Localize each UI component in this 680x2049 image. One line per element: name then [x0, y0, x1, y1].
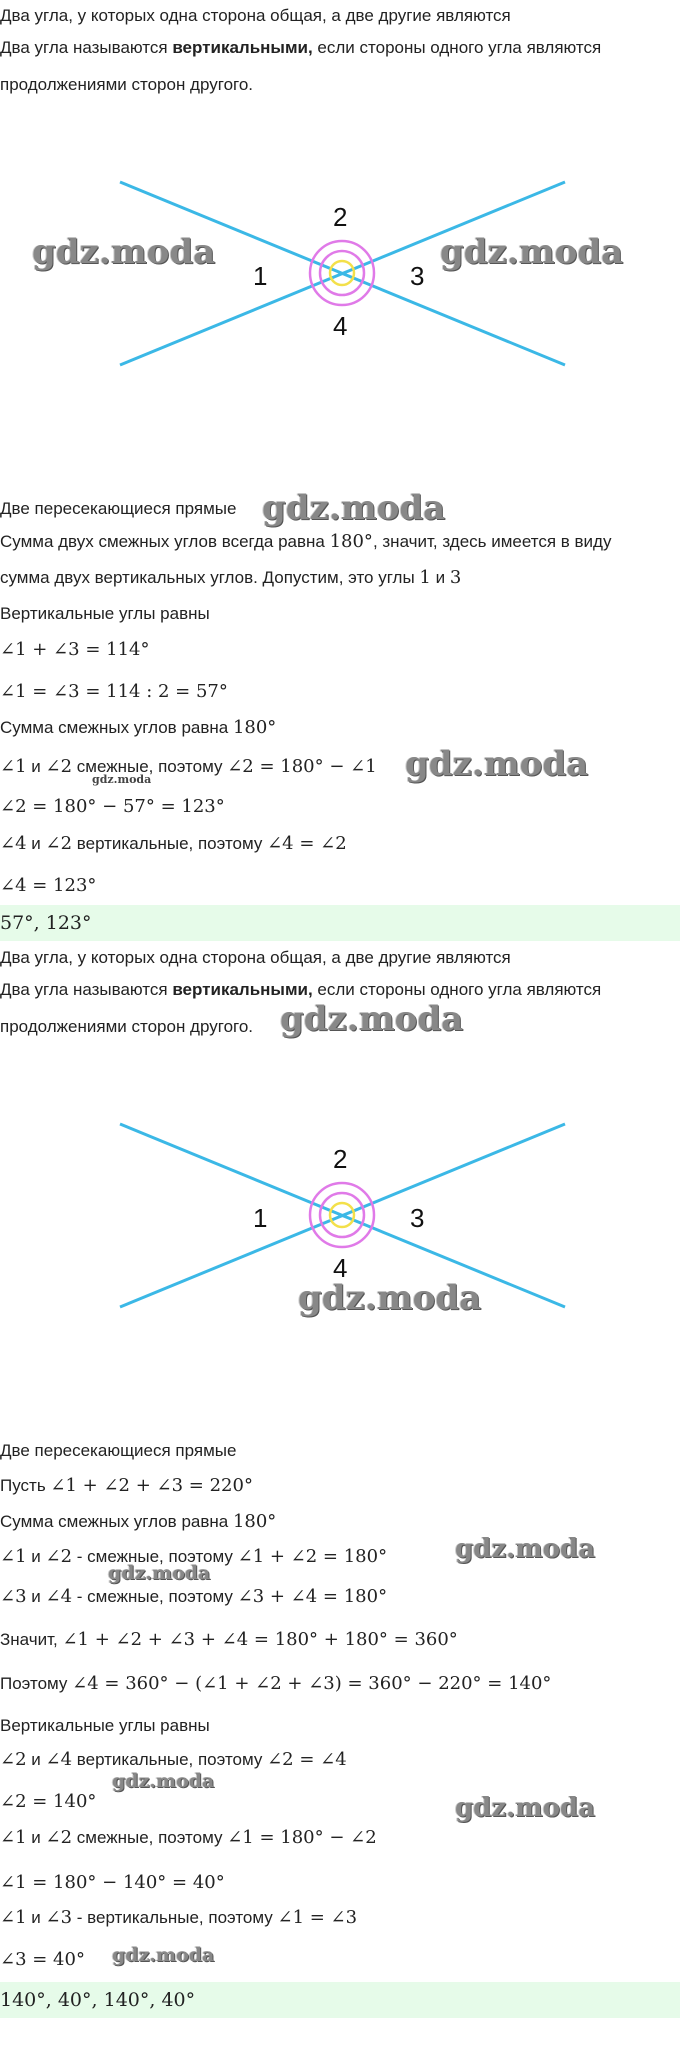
math: ∠2 = ∠4 [267, 1749, 347, 1770]
equation: ∠1 = ∠3 = 114 : 2 = 57° [0, 681, 228, 702]
text: Пусть [0, 1476, 51, 1495]
solution-line [0, 1748, 347, 1772]
equation: ∠4 = 123° [0, 875, 97, 896]
math: ∠1 [0, 1907, 27, 1928]
intro-text: Два угла, у которых одна сторона общая, а две другие являются [0, 6, 511, 25]
solution-line [0, 1826, 377, 1850]
text: вертикальные, поэтому [72, 834, 268, 853]
definition-term: вертикальными, [172, 980, 313, 999]
angle-label-3: 3 [410, 261, 425, 291]
equation: ∠2 = 180° − 57° = 123° [0, 796, 225, 817]
answer-value: 57°, 123° [0, 912, 92, 934]
watermark: gdz.moda [92, 773, 152, 786]
text: Сумма смежных углов равна [0, 1512, 233, 1531]
intro-text: Два угла, у которых одна сторона общая, а две другие являются [0, 948, 511, 967]
math: ∠3 + ∠4 = 180° [237, 1586, 388, 1607]
watermark: gdz.moda [405, 744, 589, 784]
text: сумма двух вертикальных углов. Допустим, это углы [0, 568, 420, 587]
math: ∠1 = ∠3 [277, 1907, 358, 1928]
angle-label-4: 4 [333, 311, 348, 341]
solution-line [0, 566, 461, 590]
watermark: gdz.moda [298, 1278, 482, 1318]
math: ∠4 = 360° − (∠1 + ∠2 + ∠3) = 360° − 220° = 140° [72, 1673, 552, 1694]
solution-line [0, 716, 276, 740]
solution-line [0, 832, 347, 856]
watermark: gdz.moda [262, 488, 446, 528]
math: 180° [232, 1511, 277, 1532]
equation: ∠1 = 180° − 140° = 40° [0, 1872, 225, 1893]
text: - смежные, поэтому [72, 1587, 238, 1606]
math: ∠4 [0, 833, 27, 854]
math: ∠1 + ∠2 + ∠3 + ∠4 = 180° + 180° = 360° [62, 1629, 458, 1650]
answer-box [0, 1982, 680, 2018]
watermark: gdz.moda [440, 232, 624, 272]
answer-box [0, 905, 680, 941]
math: ∠2 [45, 1827, 73, 1848]
solution-line [0, 755, 377, 779]
text: смежные, поэтому [72, 757, 228, 776]
solution-line [0, 1474, 253, 1498]
solution-line [0, 1906, 357, 1930]
angle-label-3: 3 [410, 1203, 425, 1233]
text: Поэтому [0, 1674, 73, 1693]
text: - смежные, поэтому [72, 1547, 238, 1566]
angle-label-4: 4 [333, 1253, 348, 1283]
definition-text [0, 36, 601, 60]
definition-term: вертикальными, [172, 38, 313, 57]
solution-line [0, 1628, 458, 1652]
text: и [26, 1908, 46, 1927]
math: ∠1 + ∠2 = 180° [237, 1546, 388, 1567]
text: Сумма двух смежных углов всегда равна [0, 532, 330, 551]
math: ∠2 = 180° − ∠1 [227, 756, 377, 777]
watermark: gdz.moda [280, 999, 464, 1039]
math: ∠3 [0, 1586, 27, 1607]
text: и [26, 757, 46, 776]
watermark: gdz.moda [32, 232, 216, 272]
text: и [26, 1587, 46, 1606]
solution-line: Две пересекающиеся прямые [0, 1441, 237, 1460]
text: Сумма смежных углов равна [0, 718, 233, 737]
math: ∠4 = ∠2 [267, 833, 347, 854]
text: и [26, 1547, 46, 1566]
math: ∠2 [45, 833, 73, 854]
solution-line [0, 1585, 387, 1609]
math: ∠2 [0, 1749, 27, 1770]
text: и [26, 1828, 46, 1847]
definition-after: если стороны одного угла являются [312, 38, 602, 57]
equation: ∠3 = 40° [0, 1949, 85, 1970]
solution-line: Вертикальные углы равны [0, 604, 210, 623]
text: смежные, поэтому [72, 1828, 228, 1847]
definition-after: если стороны одного угла являются [312, 980, 602, 999]
equation: ∠2 = 140° [0, 1791, 97, 1812]
solution-line: Вертикальные углы равны [0, 1716, 210, 1735]
watermark: gdz.moda [455, 1534, 596, 1564]
angle-label-1: 1 [253, 1203, 268, 1233]
math: ∠1 [0, 756, 27, 777]
equation: ∠1 + ∠3 = 114° [0, 639, 150, 660]
angle-label-1: 1 [253, 261, 268, 291]
definition-before: Два угла называются [0, 980, 173, 999]
text: и [26, 1750, 46, 1769]
math: ∠3 [45, 1907, 73, 1928]
math: ∠4 [45, 1586, 73, 1607]
solution-line [0, 1510, 276, 1534]
math: 1 [419, 567, 431, 588]
math: 180° [329, 531, 373, 552]
solution-line: Две пересекающиеся прямые [0, 499, 237, 518]
text: и [430, 568, 450, 587]
math: 3 [449, 567, 462, 588]
math: ∠1 [0, 1827, 27, 1848]
angle-label-2: 2 [333, 202, 348, 232]
text: Значит, [0, 1630, 63, 1649]
math: ∠2 [45, 1546, 73, 1567]
math: ∠2 [45, 756, 73, 777]
solution-line [0, 1672, 551, 1696]
definition-continuation: продолжениями сторон другого. [0, 1017, 254, 1036]
math: ∠4 [45, 1749, 73, 1770]
text: вертикальные, поэтому [72, 1750, 268, 1769]
definition-continuation: продолжениями сторон другого. [0, 75, 254, 94]
math: 180° [232, 717, 277, 738]
watermark: gdz.moda [112, 1944, 215, 1966]
definition-before: Два угла называются [0, 38, 173, 57]
math: ∠1 = 180° − ∠2 [227, 1827, 377, 1848]
text: , значит, здесь имеется в виду [372, 532, 612, 551]
text: и [26, 834, 46, 853]
math: ∠1 [0, 1546, 27, 1567]
watermark: gdz.moda [108, 1562, 211, 1584]
answer-value: 140°, 40°, 140°, 40° [0, 1989, 196, 2011]
watermark: gdz.moda [455, 1793, 596, 1823]
math: ∠1 + ∠2 + ∠3 = 220° [50, 1475, 253, 1496]
watermark: gdz.moda [112, 1770, 215, 1792]
angle-label-2: 2 [333, 1144, 348, 1174]
text: - вертикальные, поэтому [72, 1908, 278, 1927]
solution-line [0, 530, 611, 554]
